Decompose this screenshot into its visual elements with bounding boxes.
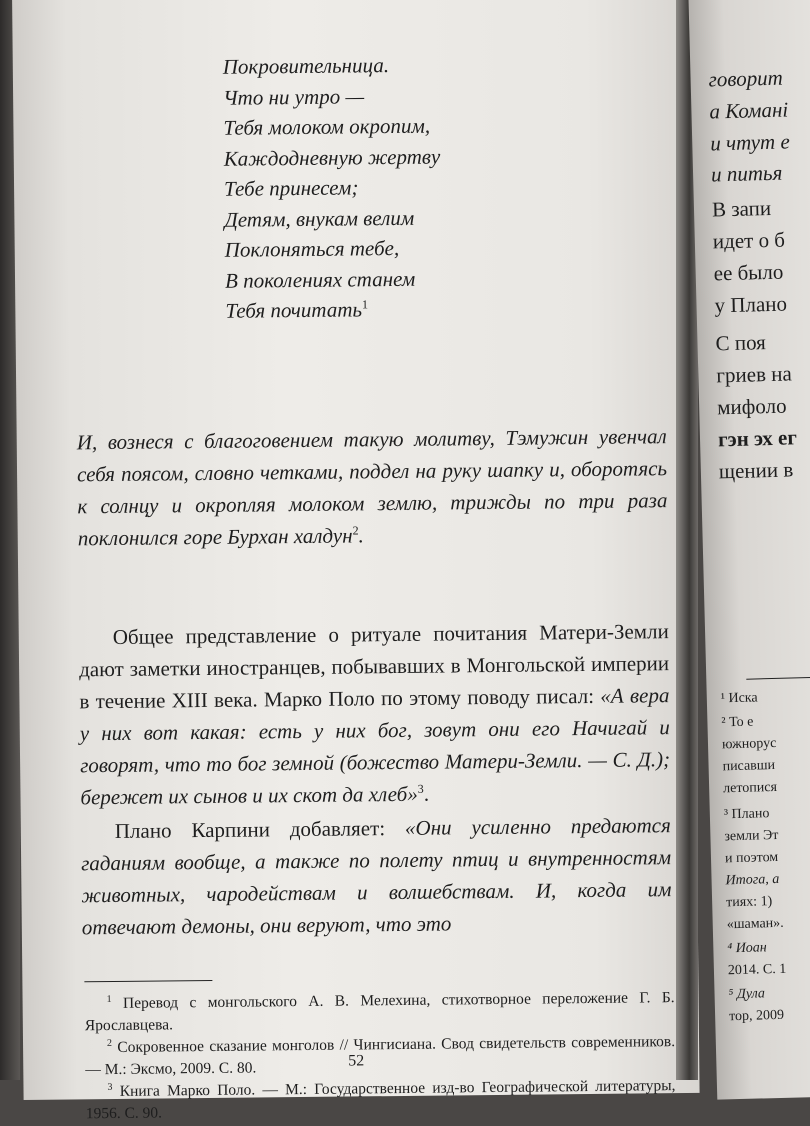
footnote: $^2$ Сокровенное сказание монголов // Чингисиана. Свод свидетельств современников. — М.: Эксмо, 2009. С. 80. [85, 1033, 676, 1079]
page-number: 52 [348, 1052, 365, 1070]
footnotes [85, 987, 676, 1125]
right-line: мифоло [716, 393, 787, 420]
right-footnote-line: писавши [722, 757, 776, 775]
footnote: $^3$ Книга Марко Поло. — М.: Государственное изд-во Географической литературы, 1956. С. 90. [85, 1077, 676, 1123]
right-footnote-line: тор, 2009 [728, 1007, 785, 1025]
quote-plano-carpini: «Они усиленно предаются гаданиям вообще, а также по полету птиц и внутренностям животных, чародействам и волшебствам. И, когда им отвечают демоны, они веруют, что это [81, 813, 672, 940]
footnote-ref: 2 [352, 523, 359, 538]
right-book-page [688, 0, 810, 1100]
right-footnote-line: ⁴ Иоан [727, 940, 767, 957]
right-line: у Плано [714, 291, 788, 318]
poem-line: Тебя почитать$^1$ [225, 297, 369, 323]
right-line: говорит [708, 65, 784, 92]
poem-line: Поклоняться тебе, [224, 235, 400, 262]
right-footnote-line: южнорус [721, 735, 777, 753]
poem-line: Детям, внукам велим [224, 205, 415, 232]
right-footnote-line: ⁵ Дула [728, 986, 766, 1003]
right-footnote-line: и поэтом [724, 849, 779, 867]
right-line: и питья [710, 160, 783, 187]
poem-block [223, 47, 646, 326]
right-footnote-line: Итога, а [725, 871, 780, 889]
paragraph-marco-polo: Общее представление о ритуале почитания Матери-Земли дают заметки иностранцев, побывавших в Монгольской империи в течение XIII века. Марко Поло по этому поводу писал: «А вера у них вот какая: есть у них бог, зовут они его Начигай и говорят, что то бог земной (божество Матери-Земли. — С. Д.); бережет их сынов и их скот да хлеб»$^3$. [78, 619, 671, 810]
poem-line: Что ни утро — [223, 83, 365, 110]
right-footnote-line: ² То е [721, 714, 754, 731]
paragraph-plano-carpini: Плано Карпини добавляет: «Они усиленно предаются гаданиям вообще, а также по полету птиц и внутренностям животных, чародействам и волшебствам. И, когда им отвечают демоны, они веруют, что это [81, 813, 672, 940]
quote-marco-polo: «А вера у них вот какая: есть у них бог, зовут они его Начигай и говорят, что то бог земной (божество Матери-Земли. — С. Д.); бережет их сынов и их скот да хлеб» [79, 683, 671, 810]
footnote-ref: 3 [417, 781, 424, 796]
right-line: и чтут е [709, 129, 791, 156]
paragraph-prayer: И, вознеся с благоговением такую молитву, Тэмужин увенчал себя поясом, словно четками, поддел на руку шапку и, оборотясь к солнцу и окропляя молоком землю, трижды по три раза поклонился горе Бурхан халдун$^2$. [76, 424, 668, 551]
right-line: щении в [718, 457, 794, 484]
poem-line: Тебя молоком окропим, [223, 113, 431, 140]
footnote: $^1$ Перевод с монгольского А. В. Мелехина, стихотворное переложение Г. Б. Ярославцева. [84, 989, 675, 1035]
footnote-divider [84, 980, 212, 982]
poem-line: Каждодневную жертву [223, 144, 441, 171]
right-line: идет о б [712, 227, 786, 254]
right-footnote-line: летопися [722, 779, 778, 797]
poem-line: Тебе принесем; [223, 175, 359, 201]
right-line: гриев на [716, 361, 793, 388]
right-line: В запи [711, 195, 772, 222]
right-footnote-line: «шаман». [726, 915, 784, 933]
left-book-page [12, 0, 700, 1123]
right-line: ее было [713, 259, 784, 286]
poem-line: Покровительница. [222, 53, 390, 79]
poem-line: В поколениях станем [224, 266, 416, 293]
right-line: С поя [715, 330, 767, 356]
right-line: а Комані [709, 97, 789, 124]
right-footnote-line: 2014. С. 1 [727, 961, 787, 979]
right-footnote-line: ¹ Иска [720, 690, 758, 707]
right-footnote-line: ³ Плано [723, 806, 770, 823]
right-footnote-line: земли Эт [724, 827, 779, 845]
footnote-ref: 1 [361, 297, 369, 312]
right-footnote-line: тиях: 1) [725, 894, 773, 911]
right-footnote-divider [746, 676, 810, 680]
right-line: гэн эх ег [717, 425, 798, 452]
